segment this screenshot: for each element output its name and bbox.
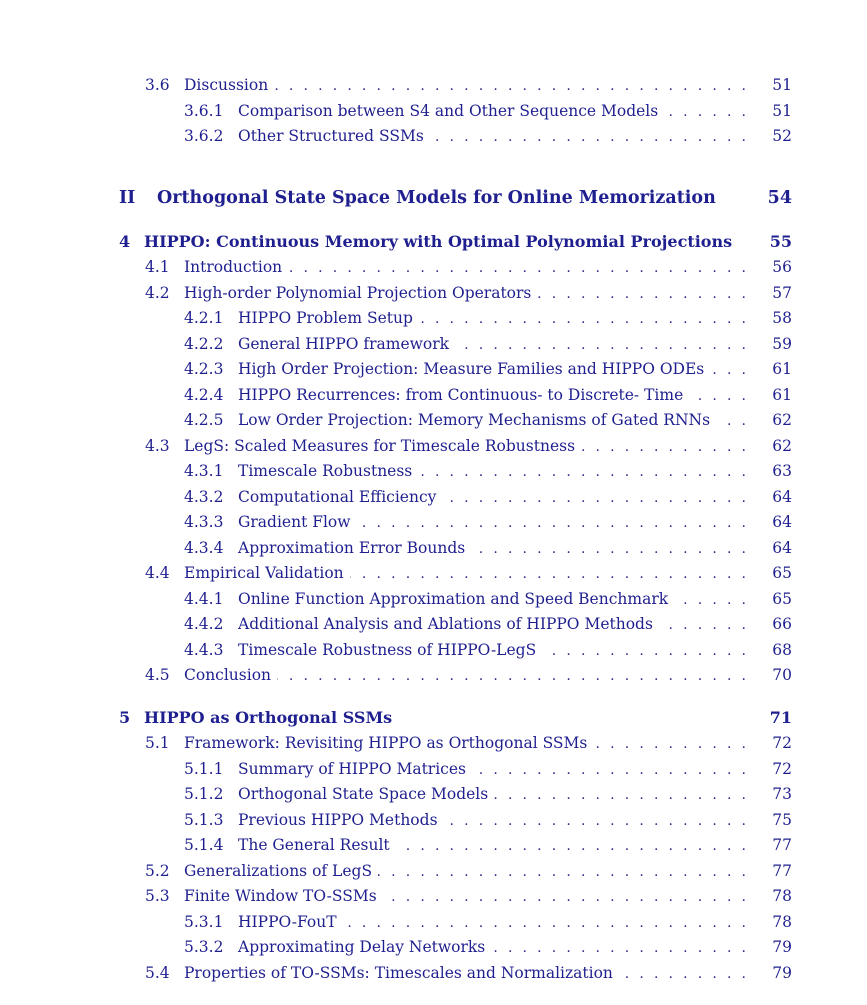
toc-entry-title[interactable]: Low Order Projection: Memory Mechanisms of Gated RNNs <box>238 411 711 429</box>
toc-entry-number: 4.2.4 <box>184 386 224 404</box>
toc-entry-page[interactable]: 62 <box>772 411 792 429</box>
toc-entry-number: II <box>119 188 136 208</box>
toc-entry-page[interactable]: 75 <box>772 811 792 829</box>
dot-leader <box>537 283 746 305</box>
toc-entry-page[interactable]: 61 <box>772 360 792 378</box>
dot-leader <box>593 733 746 755</box>
toc-entry-page[interactable]: 58 <box>772 309 792 327</box>
toc-entry-title[interactable]: Computational Efficiency <box>238 488 437 506</box>
toc-entry-title[interactable]: Generalizations of LegS <box>184 862 373 880</box>
toc-entry-page[interactable]: 57 <box>772 284 792 302</box>
toc-entry-title[interactable]: Approximation Error Bounds <box>238 539 466 557</box>
toc-entry-4-3[interactable] <box>145 435 792 457</box>
dot-leader <box>674 589 746 611</box>
toc-entry-title[interactable]: Other Structured SSMs <box>238 127 424 145</box>
toc-entry-page[interactable]: 72 <box>772 734 792 752</box>
toc-entry-4-2-2[interactable] <box>184 333 792 355</box>
toc-entry-title[interactable]: Online Function Approximation and Speed Benchmark <box>238 590 669 608</box>
toc-entry-4-2[interactable] <box>145 282 792 304</box>
toc-entry-3-6[interactable] <box>145 74 792 96</box>
toc-entry-page[interactable]: 78 <box>772 913 792 931</box>
toc-entry-page[interactable]: 79 <box>772 964 792 982</box>
toc-entry-number: 4.3.1 <box>184 462 224 480</box>
toc-entry-title[interactable]: Additional Analysis and Ablations of HIPPO Methods <box>238 615 653 633</box>
toc-entry-number: 5.2 <box>145 862 170 880</box>
toc-entry-number: 5.4 <box>145 964 170 982</box>
toc-entry-5-1-4[interactable] <box>184 834 792 856</box>
toc-entry-number: 4.3 <box>145 437 170 455</box>
dot-leader <box>581 436 746 458</box>
toc-entry-3-6-1[interactable] <box>184 100 792 122</box>
toc-entry-title[interactable]: HIPPO as Orthogonal SSMs <box>144 708 393 727</box>
toc-entry-page[interactable]: 71 <box>769 708 792 727</box>
toc-entry-4-4-2[interactable] <box>184 613 792 635</box>
dot-leader <box>542 640 746 662</box>
toc-entry-5-2[interactable] <box>145 860 792 882</box>
dot-leader <box>418 461 746 483</box>
toc-entry-number: 3.6.1 <box>184 102 224 120</box>
toc-entry-4-2-3[interactable] <box>184 358 792 380</box>
toc-entry-page[interactable]: 65 <box>772 590 792 608</box>
toc-entry-number: 4.4.3 <box>184 641 224 659</box>
toc-entry-page[interactable]: 72 <box>772 760 792 778</box>
toc-entry-page[interactable]: 70 <box>772 666 792 684</box>
toc-entry-4-4[interactable] <box>145 562 792 584</box>
dot-leader <box>494 784 746 806</box>
toc-entry-number: 5 <box>119 708 131 727</box>
toc-entry-title[interactable]: HIPPO Recurrences: from Continuous- to Discrete- Time <box>238 386 684 404</box>
toc-entry-number: 4.3.3 <box>184 513 224 531</box>
toc-entry-5-3-2[interactable] <box>184 936 792 958</box>
dot-leader <box>442 487 746 509</box>
dot-leader <box>471 538 746 560</box>
toc-entry-5-4[interactable] <box>145 962 792 984</box>
toc-entry-number: 4.4.2 <box>184 615 224 633</box>
toc-entry-page[interactable]: 63 <box>772 462 792 480</box>
dot-leader <box>357 512 746 534</box>
toc-entry-5-1-2[interactable] <box>184 783 792 805</box>
dot-leader <box>659 614 746 636</box>
toc-entry-page[interactable]: 62 <box>772 437 792 455</box>
toc-entry-number: 4.2.5 <box>184 411 224 429</box>
toc-entry-title[interactable]: High Order Projection: Measure Families and HIPPO ODEs <box>238 360 705 378</box>
toc-entry-page[interactable]: 55 <box>769 232 792 251</box>
toc-entry-number: 4.2 <box>145 284 170 302</box>
toc-entry-page[interactable]: 66 <box>772 615 792 633</box>
toc-entry-page[interactable]: 52 <box>772 127 792 145</box>
toc-entry-title[interactable]: Gradient Flow <box>238 513 351 531</box>
toc-entry-title[interactable]: Empirical Validation <box>184 564 344 582</box>
dot-leader <box>383 886 746 908</box>
toc-entry-number: 5.1.4 <box>184 836 224 854</box>
toc-entry-page[interactable]: 64 <box>772 488 792 506</box>
toc-entry-page[interactable]: 65 <box>772 564 792 582</box>
toc-entry-number: 4.3.4 <box>184 539 224 557</box>
toc-entry-number: 5.3.2 <box>184 938 224 956</box>
dot-leader <box>444 810 746 832</box>
toc-entry-5-1-3[interactable] <box>184 809 792 831</box>
toc-entry-title[interactable]: Properties of TO-SSMs: Timescales and Normalization <box>184 964 613 982</box>
toc-entry-page[interactable]: 61 <box>772 386 792 404</box>
toc-entry-4-5[interactable] <box>145 664 792 686</box>
toc-entry-number: 4.2.3 <box>184 360 224 378</box>
toc-entry-title[interactable]: Summary of HIPPO Matrices <box>238 760 466 778</box>
toc-entry-4-3-1[interactable] <box>184 460 792 482</box>
toc-entry-5-1[interactable] <box>145 732 792 754</box>
dot-leader <box>689 385 746 407</box>
toc-entry-page[interactable]: 64 <box>772 539 792 557</box>
toc-entry-number: 4.1 <box>145 258 170 276</box>
toc-entry-title[interactable]: Conclusion <box>184 666 272 684</box>
dot-leader <box>710 359 746 381</box>
toc-entry-title[interactable]: General HIPPO framework <box>238 335 450 353</box>
toc-entry-page[interactable]: 51 <box>772 76 792 94</box>
toc-entry-page[interactable]: 77 <box>772 836 792 854</box>
toc-entry-4-4-1[interactable] <box>184 588 792 610</box>
dot-leader <box>430 126 746 148</box>
toc-entry-page[interactable]: 68 <box>772 641 792 659</box>
toc-entry-number: 4.2.2 <box>184 335 224 353</box>
toc-entry-page[interactable]: 79 <box>772 938 792 956</box>
toc-entry-number: 4.4.1 <box>184 590 224 608</box>
toc-entry-4-3-3[interactable] <box>184 511 792 533</box>
toc-entry-number: 3.6.2 <box>184 127 224 145</box>
toc-entry-3-6-2[interactable] <box>184 125 792 147</box>
toc-entry-4-2-1[interactable] <box>184 307 792 329</box>
toc-entry-page[interactable]: 73 <box>772 785 792 803</box>
dot-leader <box>664 101 746 123</box>
dot-leader <box>288 257 746 279</box>
toc-entry-page[interactable]: 64 <box>772 513 792 531</box>
dot-leader <box>472 759 746 781</box>
toc-entry-number: 4.5 <box>145 666 170 684</box>
toc-entry-title[interactable]: Comparison between S4 and Other Sequence Models <box>238 102 659 120</box>
toc-entry-number: 4.2.1 <box>184 309 224 327</box>
toc-entry-page[interactable]: 56 <box>772 258 792 276</box>
toc-entry-number: 5.1.3 <box>184 811 224 829</box>
toc-entry-title[interactable]: Timescale Robustness <box>238 462 413 480</box>
toc-entry-title[interactable]: Framework: Revisiting HIPPO as Orthogonal SSMs <box>184 734 588 752</box>
toc-entry-title[interactable]: HIPPO: Continuous Memory with Optimal Polynomial Projections <box>144 232 733 251</box>
toc-entry-title[interactable]: Previous HIPPO Methods <box>238 811 438 829</box>
dot-leader <box>716 410 746 432</box>
dot-leader <box>350 563 746 585</box>
dot-leader <box>491 937 746 959</box>
toc-entry-number: 5.3 <box>145 887 170 905</box>
toc-entry-4-2-5[interactable] <box>184 409 792 431</box>
toc-entry-title[interactable]: HIPPO-FouT <box>238 913 337 931</box>
toc-entry-number: 5.1.2 <box>184 785 224 803</box>
toc-entry-title[interactable]: Timescale Robustness of HIPPO-LegS <box>238 641 537 659</box>
toc-entry-title[interactable]: LegS: Scaled Measures for Timescale Robustness <box>184 437 576 455</box>
toc-entry-number: 4 <box>119 232 131 251</box>
toc-entry-page[interactable]: 54 <box>767 188 792 208</box>
toc-entry-5-3[interactable] <box>145 885 792 907</box>
dot-leader <box>419 308 746 330</box>
dot-leader <box>343 912 746 934</box>
toc-entry-part-2[interactable] <box>119 187 792 209</box>
dot-leader <box>455 334 746 356</box>
toc-entry-number: 3.6 <box>145 76 170 94</box>
toc-entry-4-2-4[interactable] <box>184 384 792 406</box>
toc-entry-number: 4.3.2 <box>184 488 224 506</box>
toc-entry-page[interactable]: 51 <box>772 102 792 120</box>
toc-entry-number: 5.1 <box>145 734 170 752</box>
toc-entry-title[interactable]: High-order Polynomial Projection Operators <box>184 284 532 302</box>
toc-entry-number: 5.1.1 <box>184 760 224 778</box>
toc-entry-title[interactable]: Introduction <box>184 258 283 276</box>
toc-entry-title[interactable]: HIPPO Problem Setup <box>238 309 413 327</box>
dot-leader <box>277 665 746 687</box>
toc-entry-title[interactable]: Finite Window TO-SSMs <box>184 887 377 905</box>
toc-entry-ch-5[interactable] <box>119 707 792 729</box>
toc-entry-title[interactable]: Orthogonal State Space Models for Online Memorization <box>157 188 716 208</box>
toc-entry-5-1-1[interactable] <box>184 758 792 780</box>
toc-entry-4-3-2[interactable] <box>184 486 792 508</box>
toc-entry-number: 4.4 <box>145 564 170 582</box>
dot-leader <box>274 75 746 97</box>
toc-entry-page[interactable]: 78 <box>772 887 792 905</box>
toc-entry-5-3-1[interactable] <box>184 911 792 933</box>
toc-entry-number: 5.3.1 <box>184 913 224 931</box>
toc-entry-4-1[interactable] <box>145 256 792 278</box>
toc-entry-title[interactable]: Orthogonal State Space Models <box>238 785 489 803</box>
dot-leader <box>396 835 746 857</box>
toc-entry-title[interactable]: Discussion <box>184 76 269 94</box>
toc-entry-page[interactable]: 77 <box>772 862 792 880</box>
toc-entry-ch-4[interactable] <box>119 231 792 253</box>
dot-leader <box>378 861 746 883</box>
dot-leader <box>619 963 746 985</box>
toc-entry-4-4-3[interactable] <box>184 639 792 661</box>
toc-entry-4-3-4[interactable] <box>184 537 792 559</box>
toc-entry-page[interactable]: 59 <box>772 335 792 353</box>
toc-entry-title[interactable]: The General Result <box>238 836 390 854</box>
toc-entry-title[interactable]: Approximating Delay Networks <box>238 938 486 956</box>
